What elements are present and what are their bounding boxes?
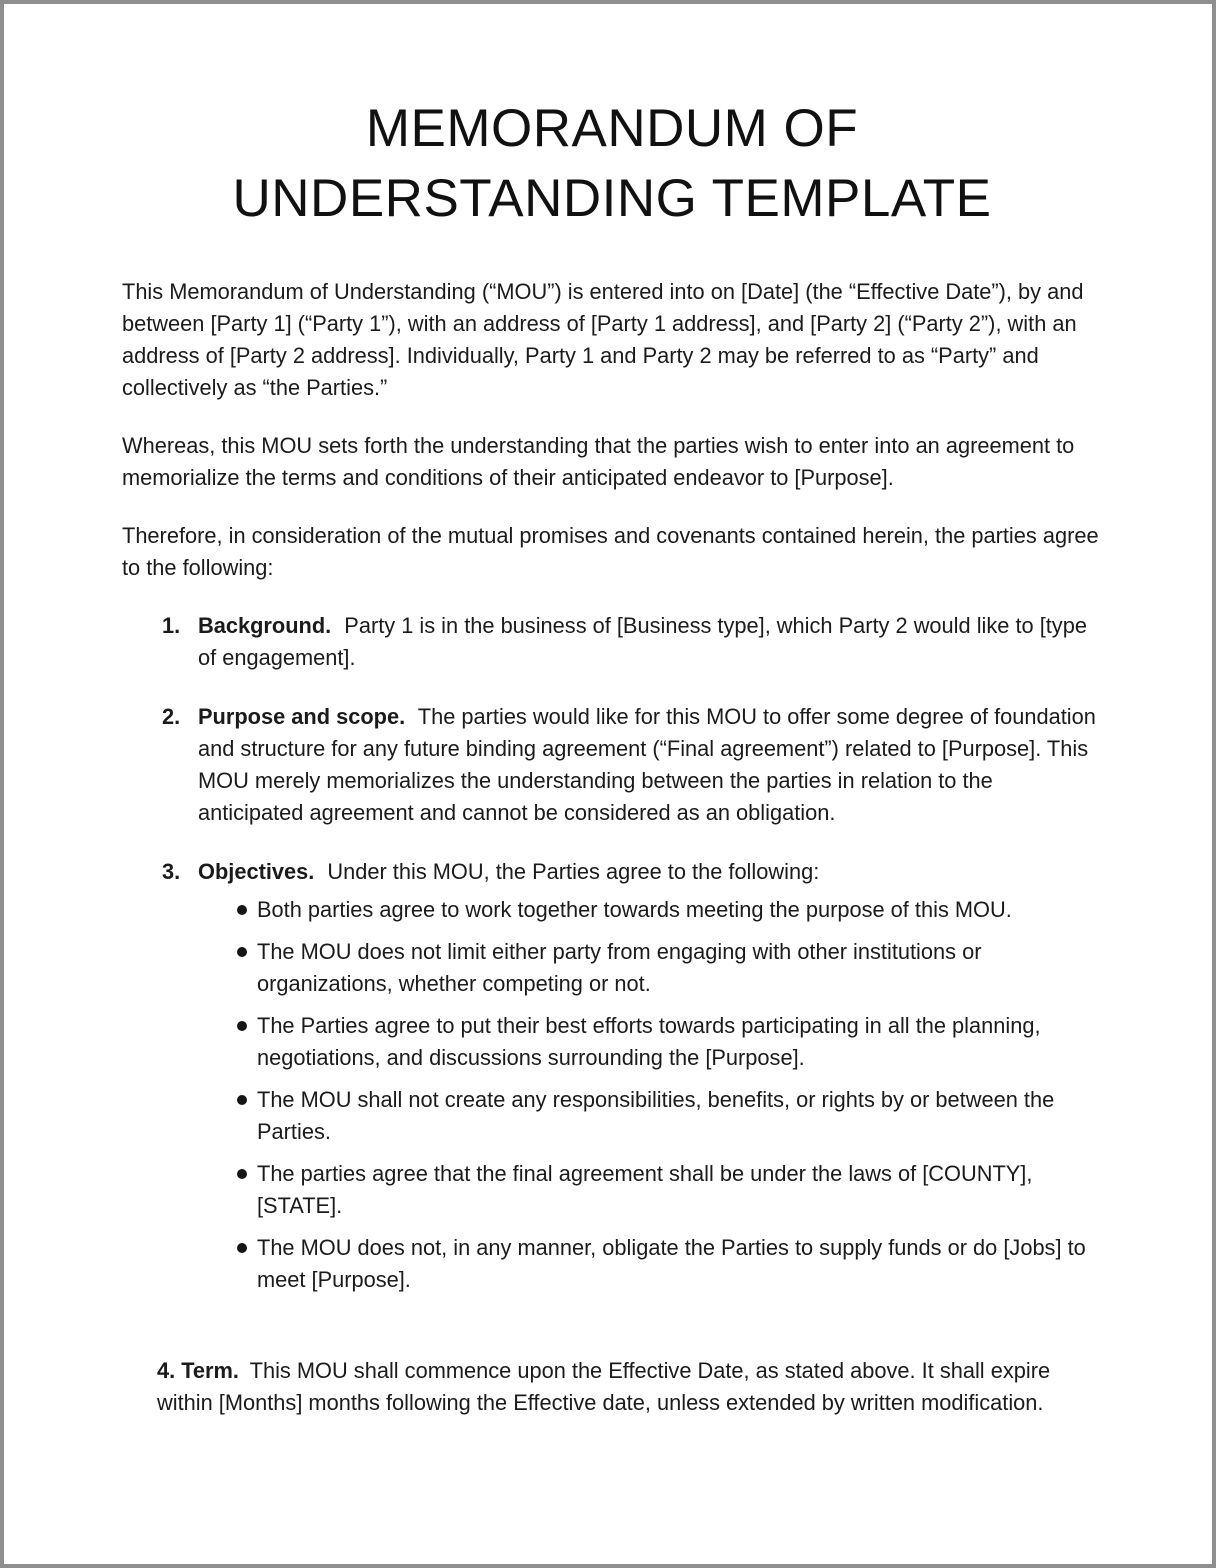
bullet-text: The parties agree that the final agreement shall be under the laws of [COUNTY], [STATE].: [257, 1161, 1033, 1218]
term-paragraph: [122, 1355, 1102, 1419]
bullet-text: The MOU does not, in any manner, obligate the Parties to supply funds or do [Jobs] to meet [Purpose].: [257, 1235, 1086, 1292]
bullet-icon: [237, 947, 247, 957]
document-content: [4, 4, 1212, 1564]
bullet-item: [198, 1232, 1102, 1296]
therefore-paragraph: Therefore, in consideration of the mutual promises and covenants contained herein, the parties agree to the following:: [122, 523, 1099, 580]
whereas-paragraph: Whereas, this MOU sets forth the understanding that the parties wish to enter into an agreement to memorialize the terms and conditions of their anticipated endeavor to [Purpose].: [122, 433, 1075, 490]
term-body: This MOU shall commence upon the Effective Date, as stated above. It shall expire within [Months] months following the Effective date, unless extended by written modification.: [157, 1358, 1051, 1415]
bullet-text: The MOU does not limit either party from engaging with other institutions or organizations, whether competing or not.: [257, 939, 982, 996]
list-item-purpose-and-scope: [122, 701, 1102, 829]
item-heading: Purpose and scope.: [198, 704, 406, 729]
bullet-icon: [237, 1021, 247, 1031]
bullet-item: [198, 894, 1102, 926]
item-number: 2.: [162, 704, 181, 729]
numbered-list: [122, 610, 1102, 1296]
item-body: Party 1 is in the business of [Business type], which Party 2 would like to [type of engagement].: [198, 613, 1087, 670]
page-title-line-2: UNDERSTANDING TEMPLATE: [232, 169, 992, 228]
bullet-text: The MOU shall not create any responsibilities, benefits, or rights by or between the Parties.: [257, 1087, 1055, 1144]
bullet-text: The Parties agree to put their best efforts towards participating in all the planning, negotiations, and discussions surrounding the [Purpose].: [257, 1013, 1041, 1070]
list-item-objectives: [122, 856, 1102, 1296]
bullet-item: [198, 936, 1102, 1000]
bullet-icon: [237, 1169, 247, 1179]
item-number: 1.: [162, 613, 181, 638]
bullet-text: Both parties agree to work together towards meeting the purpose of this MOU.: [257, 897, 1012, 922]
objectives-bullet-list: [198, 894, 1102, 1296]
item-heading: Background.: [198, 613, 332, 638]
item-heading: Objectives.: [198, 859, 315, 884]
term-heading: 4. Term.: [157, 1358, 239, 1383]
bullet-icon: [237, 1095, 247, 1105]
item-body: Under this MOU, the Parties agree to the following:: [327, 859, 820, 884]
bullet-item: [198, 1084, 1102, 1148]
item-number: 3.: [162, 859, 181, 884]
bullet-item: [198, 1010, 1102, 1074]
item-body: The parties would like for this MOU to offer some degree of foundation and structure for any future binding agreement (“Final agreement”) related to [Purpose]. This MOU merely memorializes the understanding between the parties in relation to the anticipated agreement and cannot be considered as an obligation.: [198, 704, 1096, 825]
intro-paragraph: This Memorandum of Understanding (“MOU”) is entered into on [Date] (the “Effective Date”), by and between [Party 1] (“Party 1”), with an address of [Party 1 address], and [Party 2] (“Party 2”), with an address of [Party 2 address]. Individually, Party 1 and Party 2 may be referred to as “Party” and collectively as “the Parties.”: [122, 279, 1084, 400]
bullet-icon: [237, 1243, 247, 1253]
list-item-background: [122, 610, 1102, 674]
bullet-item: [198, 1158, 1102, 1222]
bullet-icon: [237, 905, 247, 915]
page-title-line-1: MEMORANDUM OF: [365, 99, 859, 158]
page-title: [122, 94, 1102, 234]
